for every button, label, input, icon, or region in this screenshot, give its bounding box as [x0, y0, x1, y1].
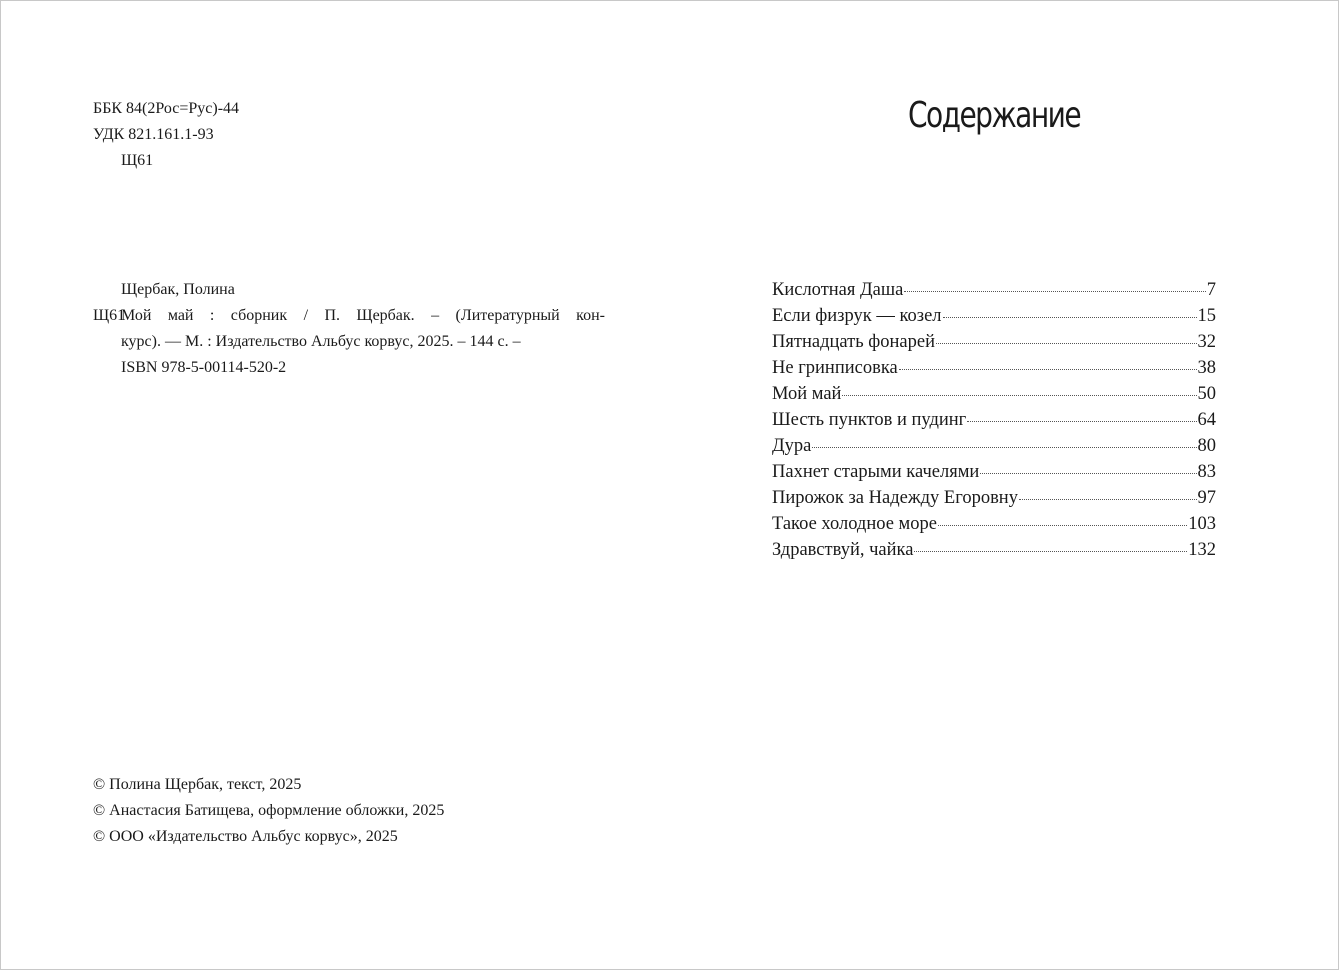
toc-item-title: Пирожок за Надежду Егоровну — [772, 488, 1018, 508]
toc-item-title: Пятнадцать фонарей — [772, 332, 935, 352]
catalog-isbn: ISBN 978-5-00114-520-2 — [121, 359, 287, 376]
toc-leader-dots — [938, 525, 1187, 526]
toc-leader-dots — [904, 291, 1205, 292]
toc-item-title: Такое холодное море — [772, 514, 937, 534]
toc-item[interactable] — [772, 407, 1216, 433]
catalog-record — [93, 277, 605, 381]
toc-item-page: 83 — [1197, 462, 1216, 482]
toc-item-title: Не гринписовка — [772, 358, 898, 378]
toc-item-page: 32 — [1197, 332, 1216, 352]
toc-item-title: Шесть пунктов и пудинг — [772, 410, 967, 430]
catalog-row-1 — [93, 303, 605, 329]
toc-list — [772, 277, 1216, 563]
toc-item[interactable] — [772, 485, 1216, 511]
toc-item[interactable] — [772, 537, 1216, 563]
toc-item-page: 38 — [1197, 358, 1216, 378]
copyright-line: © Полина Щербак, текст, 2025 — [93, 776, 302, 793]
toc-item[interactable] — [772, 329, 1216, 355]
toc-item-page: 97 — [1197, 488, 1216, 508]
toc-item[interactable] — [772, 277, 1216, 303]
toc-item-title: Пахнет старыми качелями — [772, 462, 980, 482]
toc-leader-dots — [812, 447, 1196, 448]
toc-item-title: Если физрук — козел — [772, 306, 942, 326]
toc-item[interactable] — [772, 355, 1216, 381]
toc-item-title: Мой май — [772, 384, 842, 404]
toc-item[interactable] — [772, 303, 1216, 329]
toc-leader-dots — [980, 473, 1196, 474]
toc-item-title: Здравствуй, чайка — [772, 540, 914, 560]
catalog-line-1: Мой май : сборник / П. Щербак. – (Литературный кон- — [121, 307, 605, 324]
toc-leader-dots — [842, 395, 1196, 396]
copyright-line: © ООО «Издательство Альбус корвус», 2025 — [93, 828, 398, 845]
toc-item-page: 103 — [1188, 514, 1216, 534]
classification-block — [93, 96, 613, 174]
toc-item-page: 80 — [1197, 436, 1216, 456]
toc-item[interactable] — [772, 511, 1216, 537]
contents-page — [772, 91, 1216, 560]
author-mark: Щ61 — [121, 152, 154, 169]
toc-leader-dots — [914, 551, 1187, 552]
toc-leader-dots — [943, 317, 1197, 318]
toc-item[interactable] — [772, 459, 1216, 485]
toc-leader-dots — [967, 421, 1196, 422]
toc-item-page: 132 — [1188, 540, 1216, 560]
toc-item-page: 64 — [1197, 410, 1216, 430]
toc-item[interactable] — [772, 381, 1216, 407]
bbk-code: ББК 84(2Рос=Рус)-44 — [93, 100, 240, 117]
toc-leader-dots — [936, 343, 1197, 344]
toc-leader-dots — [1019, 499, 1197, 500]
catalog-code: Щ61 — [93, 307, 126, 324]
contents-title: Содержание — [907, 95, 1081, 136]
toc-item-page: 7 — [1206, 280, 1216, 300]
copyright-line: © Анастасия Батищева, оформление обложки, 2025 — [93, 802, 445, 819]
toc-item-title: Кислотная Даша — [772, 280, 904, 300]
toc-item-page: 15 — [1197, 306, 1216, 326]
toc-item[interactable] — [772, 433, 1216, 459]
toc-item-page: 50 — [1197, 384, 1216, 404]
catalog-line-2: курс). — М. : Издательство Альбус корвус, 2025. – 144 с. – — [121, 333, 521, 350]
toc-item-title: Дура — [772, 436, 812, 456]
udk-code: УДК 821.161.1-93 — [93, 126, 214, 143]
catalog-author: Щербак, Полина — [121, 281, 235, 298]
toc-leader-dots — [899, 369, 1197, 370]
copyright-block — [93, 772, 613, 850]
